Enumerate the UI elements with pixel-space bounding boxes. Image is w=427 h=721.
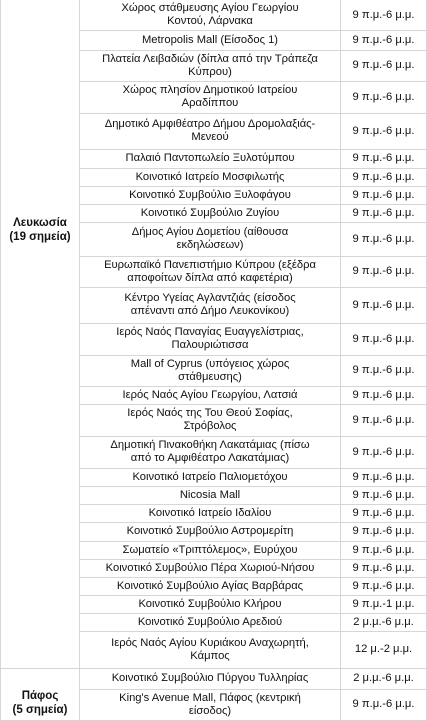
- location-cell: [79, 489, 341, 502]
- location-text-line: Κοινοτικό Συμβούλιο Κλήρου: [138, 597, 282, 610]
- row-divider: [79, 149, 427, 150]
- location-text-line: Μενεού: [191, 131, 229, 143]
- hours-cell: 9 π.μ.-6 μ.μ.: [352, 232, 415, 245]
- row-divider: [79, 504, 427, 505]
- location-cell: [79, 637, 341, 663]
- location-text-line: Ιερός Ναός Παναγίας Ευαγγελίστριας,: [116, 326, 304, 338]
- hours-cell: 9 π.μ.-6 μ.μ.: [352, 579, 415, 592]
- hours-cell: 9 π.μ.-6 μ.μ.: [352, 525, 415, 537]
- hours-cell: 2 μ.μ.-6 μ.μ.: [353, 615, 414, 628]
- row-divider: [79, 613, 427, 614]
- row-divider: [79, 186, 427, 187]
- row-divider: [79, 577, 427, 578]
- section-divider: [0, 668, 427, 669]
- location-text-line: Δήμος Αγίου Δομετίου (αίθουσα: [131, 226, 289, 238]
- region-points-count: (5 σημεία): [12, 704, 68, 716]
- row-divider: [79, 50, 427, 51]
- location-text-line: Κοινοτικό Συμβούλιο Πύργου Τυλληρίας: [111, 672, 309, 684]
- region-name: Πάφος: [21, 690, 59, 702]
- hours-cell: 9 π.μ.-6 μ.μ.: [352, 388, 415, 401]
- row-divider: [79, 30, 427, 31]
- location-text-line: King's Avenue Mall, Πάφος (κεντρική: [119, 691, 301, 704]
- location-text-line: Κοινοτικό Συμβούλιο Πέρα Χωριού-Νήσου: [105, 561, 315, 574]
- location-text-line: Ιερός Ναός της Του Θεού Σοφίας,: [127, 407, 293, 419]
- location-text-line: Κοινοτικό Ιατρείο Ιδαλίου: [148, 506, 272, 519]
- hours-cell: 9 π.μ.-6 μ.μ.: [352, 8, 415, 21]
- location-text-line: Κέντρο Υγείας Αγλαντζιάς (είσοδος: [124, 292, 296, 304]
- table-border-left: [0, 0, 1, 720]
- location-cell: [79, 292, 341, 318]
- location-text-line: Ιερός Ναός Αγίου Κυριάκου Αναχωρητή,: [111, 636, 309, 649]
- location-cell: [79, 2, 341, 28]
- hours-cell: 9 π.μ.-6 μ.μ.: [352, 124, 415, 137]
- location-cell: [79, 189, 341, 202]
- row-divider: [79, 256, 427, 257]
- location-text-line: Παλουριώτισσα: [171, 339, 249, 351]
- location-text-line: Κοινοτικό Συμβούλιο Αστρομερίτη: [126, 525, 294, 537]
- hours-cell: 9 π.μ.-6 μ.μ.: [352, 298, 415, 311]
- location-cell: [79, 580, 341, 593]
- row-divider: [79, 559, 427, 560]
- location-text-line: Στρόβολος: [183, 420, 237, 432]
- location-cell: [79, 544, 341, 557]
- location-text-line: είσοδος): [188, 704, 232, 717]
- location-text-line: Δημοτικό Αμφιθέατρο Δήμου Δρομολαξιάς-: [104, 118, 316, 130]
- row-divider: [79, 595, 427, 596]
- location-cell: [79, 226, 341, 252]
- location-text-line: Mall of Cyprus (υπόγειος χώρος: [130, 357, 290, 370]
- location-cell: [79, 598, 341, 611]
- location-text-line: Κοινοτικό Συμβούλιο Ζυγίου: [140, 206, 280, 219]
- location-text-line: Αραδίππου: [181, 97, 239, 109]
- location-cell: [79, 389, 341, 402]
- hours-cell: 9 π.μ.-6 μ.μ.: [352, 488, 415, 501]
- location-text-line: Κοινοτικό Ιατρείο Παλιομετόχου: [132, 470, 288, 483]
- location-text-line: Χώρος στάθμευσης Αγίου Γεωργίου: [121, 2, 299, 14]
- location-cell: [79, 53, 341, 79]
- hours-cell: 9 π.μ.-6 μ.μ.: [352, 152, 415, 164]
- location-cell: [79, 358, 341, 384]
- location-text-line: Παλαιό Παντοπωλείο Ξυλοτύμπου: [125, 152, 295, 164]
- location-cell: [79, 118, 341, 144]
- location-text-line: εκδηλώσεων): [176, 239, 244, 251]
- hours-cell: 9 π.μ.-6 μ.μ.: [352, 206, 415, 219]
- location-text-line: Κοινοτικό Συμβούλιο Αρεδιού: [137, 615, 283, 628]
- location-cell: [79, 672, 341, 685]
- hours-cell: 9 π.μ.-6 μ.μ.: [352, 364, 415, 376]
- location-cell: [79, 439, 341, 465]
- row-divider: [79, 486, 427, 487]
- row-divider: [79, 404, 427, 405]
- row-divider: [79, 222, 427, 223]
- hours-cell: 9 π.μ.-6 μ.μ.: [352, 445, 415, 458]
- hours-cell: 9 π.μ.-6 μ.μ.: [352, 170, 415, 183]
- location-text-line: Κοινοτικό Ιατρείο Μοσφιλωτής: [135, 170, 285, 183]
- location-text-line: Κοινοτικό Συμβούλιο Αγίας Βαρβάρας: [116, 579, 304, 592]
- location-cell: [79, 34, 341, 47]
- location-text-line: από το Αμφιθέατρο Λακατάμιας): [130, 452, 290, 464]
- location-text-line: Χώρος πλησίον Δημοτικού Ιατρείου: [122, 84, 298, 96]
- hours-cell: 12 μ.-2 μ.μ.: [354, 643, 413, 655]
- hours-cell: 9 π.μ.-6 μ.μ.: [352, 188, 415, 201]
- location-cell: [79, 562, 341, 575]
- hours-cell: 2 μ.μ.-6 μ.μ.: [353, 672, 414, 684]
- region-name: Λευκωσία: [13, 217, 67, 229]
- location-text-line: Ευρωπαϊκό Πανεπιστήμιο Κύπρου (εξέδρα: [104, 258, 316, 271]
- row-divider: [79, 436, 427, 437]
- row-divider: [79, 287, 427, 288]
- row-divider: [79, 81, 427, 82]
- region-label-paphos: [0, 689, 80, 717]
- location-cell: [79, 207, 341, 220]
- hours-cell: 9 π.μ.-6 μ.μ.: [352, 470, 415, 483]
- row-divider: [79, 204, 427, 205]
- location-cell: [79, 84, 341, 110]
- row-divider: [79, 468, 427, 469]
- row-divider: [79, 168, 427, 169]
- hours-cell: 9 π.μ.-6 μ.μ.: [352, 698, 415, 710]
- location-text-line: Κύπρου): [188, 65, 232, 78]
- hours-cell: 9 π.μ.-6 μ.μ.: [352, 506, 415, 519]
- location-text-line: απέναντι από Δήμο Λευκονίκου): [130, 305, 290, 317]
- region-label-nicosia: [0, 216, 80, 244]
- location-text-line: Metropolis Mall (Είσοδος 1): [141, 33, 279, 46]
- location-text-line: Nicosia Mall: [179, 488, 241, 501]
- row-divider: [79, 386, 427, 387]
- hours-cell: 9 π.μ.-6 μ.μ.: [352, 59, 415, 71]
- hours-cell: 9 π.μ.-6 μ.μ.: [352, 332, 415, 345]
- location-cell: [79, 326, 341, 352]
- location-cell: [79, 692, 341, 718]
- row-divider: [79, 323, 427, 324]
- location-text-line: Ιερός Ναός Αγίου Γεωργίου, Λατσιά: [122, 388, 298, 401]
- hours-cell: 9 π.μ.-6 μ.μ.: [352, 543, 415, 556]
- location-cell: [79, 171, 341, 184]
- hours-cell: 9 π.μ.-6 μ.μ.: [352, 33, 415, 46]
- hours-cell: 9 π.μ.-6 μ.μ.: [352, 265, 415, 277]
- location-text-line: Πλατεία Λειβαδιών (δίπλα από την Τράπεζα: [102, 52, 318, 65]
- location-text-line: Δημοτική Πινακοθήκη Λακατάμιας (πίσω: [110, 439, 310, 451]
- region-points-count: (19 σημεία): [9, 231, 71, 243]
- row-divider: [79, 355, 427, 356]
- hours-cell: 9 π.μ.-6 μ.μ.: [352, 561, 415, 574]
- location-text-line: αποφοίτων δίπλα από καφετέρια): [127, 271, 293, 284]
- location-text-line: στάθμευσης): [178, 370, 242, 383]
- location-cell: [79, 471, 341, 484]
- location-text-line: Σωματείο «Τριπτόλεμος», Ευρύχου: [122, 543, 298, 556]
- hours-cell: 9 π.μ.-6 μ.μ.: [352, 413, 415, 426]
- location-cell: [79, 407, 341, 433]
- location-cell: [79, 507, 341, 520]
- hours-cell: 9 π.μ.-6 μ.μ.: [352, 90, 415, 103]
- location-cell: [79, 259, 341, 285]
- row-divider: [79, 689, 427, 690]
- hours-cell: 9 π.μ.-1 μ.μ.: [352, 597, 415, 610]
- location-text-line: Κάμπος: [190, 649, 230, 662]
- row-divider: [79, 631, 427, 632]
- location-text-line: Κοινοτικό Συμβούλιο Ξυλοφάγου: [129, 188, 291, 201]
- row-divider: [79, 541, 427, 542]
- location-text-line: Κοντού, Λάρνακα: [167, 15, 253, 27]
- location-cell: [79, 616, 341, 629]
- location-cell: [79, 152, 341, 165]
- location-cell: [79, 525, 341, 538]
- row-divider: [79, 113, 427, 114]
- row-divider: [79, 522, 427, 523]
